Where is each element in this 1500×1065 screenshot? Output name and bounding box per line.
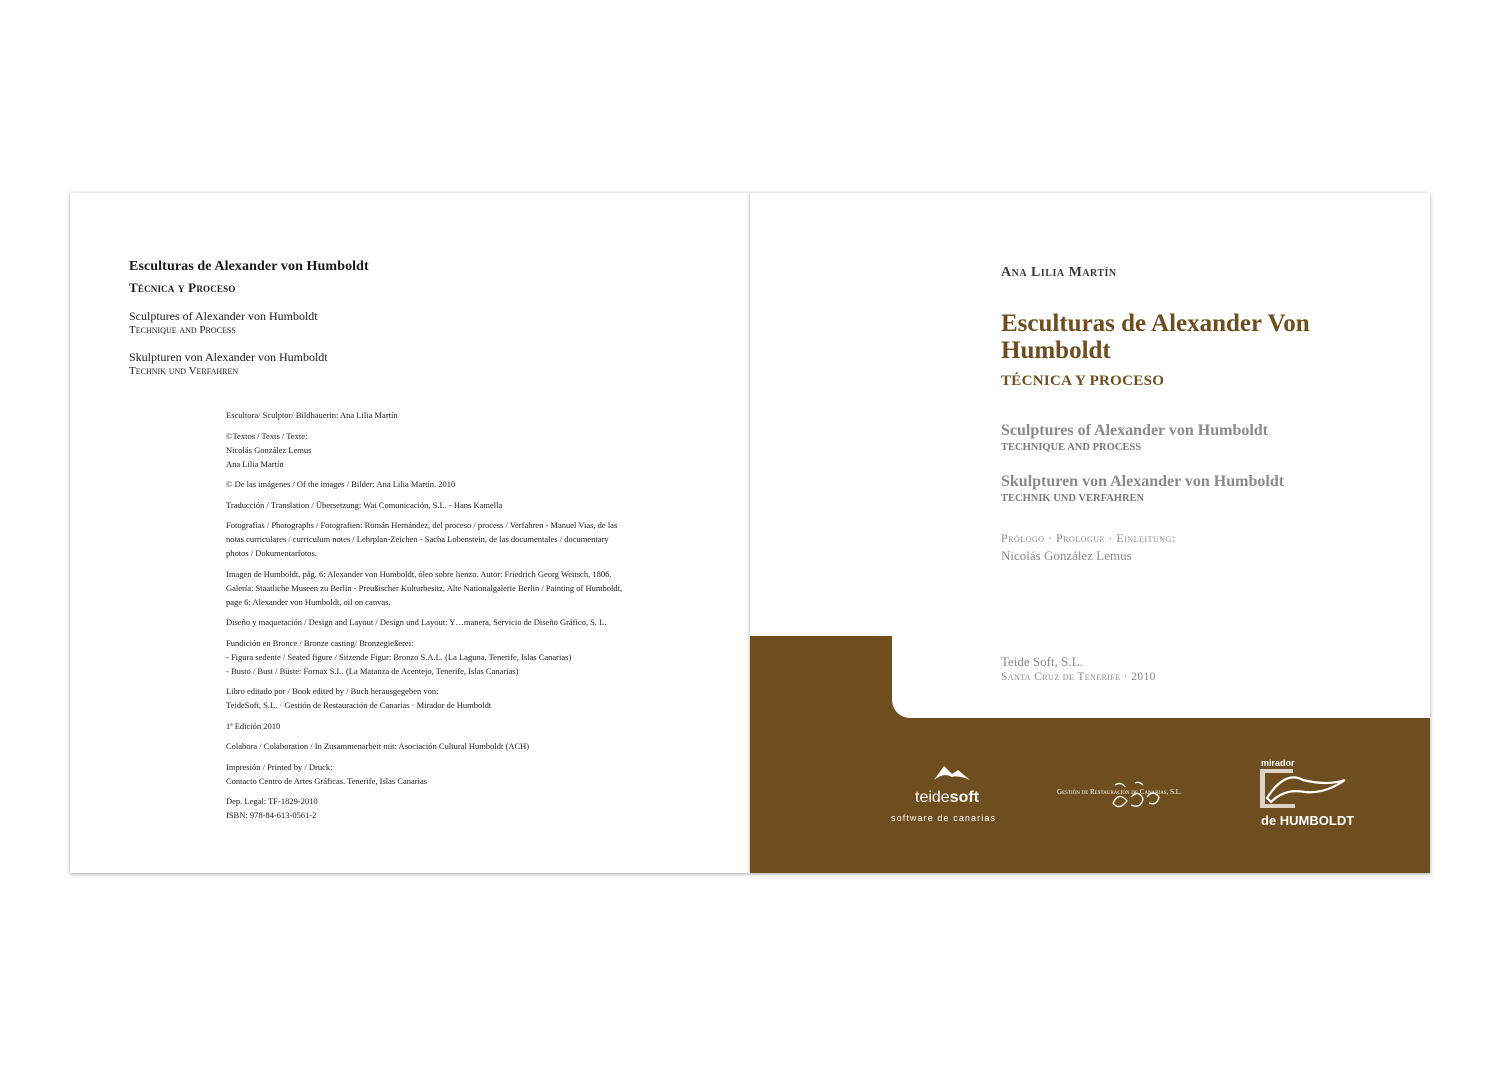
credit-images: © De las imágenes / Of the images / Bilder: Ana Lilia Martín. 2010 [226,479,456,489]
teidesoft-word-a: teide [915,789,950,806]
credit-texts: ©Textos / Texts / Texte: Nicolás González Lemus Ana Lilia Martín [226,430,312,469]
mirador-logo-bottom-text: de HUMBOLDT [1261,813,1355,828]
cover-english-subtitle: TECHNIQUE AND PROCESS [1001,442,1142,453]
gestion-logo-text: Gestión de Restauración de Canarias, S.L. [1057,788,1182,796]
teidesoft-tagline: software de canarias [891,813,997,823]
right-page [750,193,1430,873]
mountain-icon [934,766,970,780]
credit-edited-by: Libro editado por / Book edited by / Buch herausgegeben von: TeideSoft, S.L. · Gestión de Restauración de Canarias · Mirador de Humboldt [226,686,492,710]
mirador-logo-top-text: mirador [1261,758,1295,768]
german-subtitle: Technik und Verfahren [129,365,239,377]
prologue-author: Nicolás González Lemus [1001,548,1132,563]
german-title: Skulpturen von Alexander von Humboldt [129,350,328,364]
teidesoft-word-b: soft [949,789,980,806]
cover-german-title: Skulpturen von Alexander von Humboldt [1001,473,1285,490]
teidesoft-logo [888,758,1018,828]
credit-sculptor: Escultora/ Sculptor/ Bildhauerin: Ana Lilia Martín [226,410,398,420]
credit-legal-isbn: Dep. Legal: TF-1829-2010 ISBN: 978-84-613-0561-2 [226,796,318,820]
landscape-icon [1267,777,1345,802]
credit-translation: Traducción / Translation / Übersetzung: Wai Comunicación, S.L. - Hans Kamella [226,499,503,510]
mirador-humboldt-logo [1255,758,1365,830]
gestion-restauracion-logo [1055,775,1225,820]
credit-bronze-casting: Fundición en Bronce / Bronze casting/ Bronzegießerei: - Figura sedente / Seated figure / Sitzende Figur: Bronzo S.A.L. (La Laguna, Tenerife, Islas Canarias) - Busto / Bust / Büste: Fornax S.L. (La Matanza de Acentejo, Tenerife, Islas Canarias) [226,637,572,676]
author-name: Ana Lilia Martín [1001,265,1117,280]
english-subtitle: Technique and Process [129,324,236,336]
book-title: Esculturas de Alexander von Humboldt [129,259,369,274]
credit-design: Diseño y maquetación / Design and Layout / Design und Layout: Y…manera, Servicio de Diseño Gráfico, S. L. [226,617,607,627]
prologue-label: Prólogo · Prologue · Einleitung: [1001,531,1176,545]
cover-german-subtitle: TECHNIK UND VERFAHREN [1001,493,1145,504]
cover-title: Esculturas de Alexander Von Humboldt [1001,310,1310,364]
credits-block [226,408,696,829]
english-title: Sculptures of Alexander von Humboldt [129,309,318,323]
credit-photographs: Fotografías / Photographs / Fotografien: Román Hernández, del proceso / process / Verfahren - Manuel Vias, de las notas curriculares / curriculum notes / Lehrplan-Zeichen - Sacha Lobenstein, de las documentales / documentary photos / Dokumentarfotos. [226,520,618,558]
credit-collaboration: Colabora / Colaboration / In Zusammenarbeit mit: Asociación Cultural Humboldt (ACH) [226,741,530,751]
book-subtitle: Técnica y Proceso [129,280,236,295]
publisher-name: Teide Soft, S.L. [1001,654,1083,669]
credit-edition: 1ª Edición 2010 [226,720,281,731]
left-page [70,193,750,873]
cover-subtitle: TÉCNICA Y PROCESO [1001,373,1165,389]
credit-humboldt-image: Imagen de Humboldt, pág. 6: Alexander von Humboldt, óleo sobre lienzo. Autor: Friedrich Georg Weitsch, 1806. Galería: Staatliche Museen zu Berlin - Preußischer Kulturbesitz, Alte Nationalgalerie Berlin / Painting of Humboldt, page 6: Alexander von Humboldt, oil on canvas. [226,568,623,607]
svg-text:teidesoft [915,789,980,806]
window-frame-icon [1260,769,1295,808]
brown-band-notch [750,636,892,726]
cover-english-title: Sculptures of Alexander von Humboldt [1001,422,1269,439]
publisher-place-year: Santa Cruz de Tenerife · 2010 [1001,671,1156,683]
credit-printing: Impresión / Printed by / Druck: Contacto Centro de Artes Gráficas. Tenerife, Islas Canarias [226,761,428,786]
